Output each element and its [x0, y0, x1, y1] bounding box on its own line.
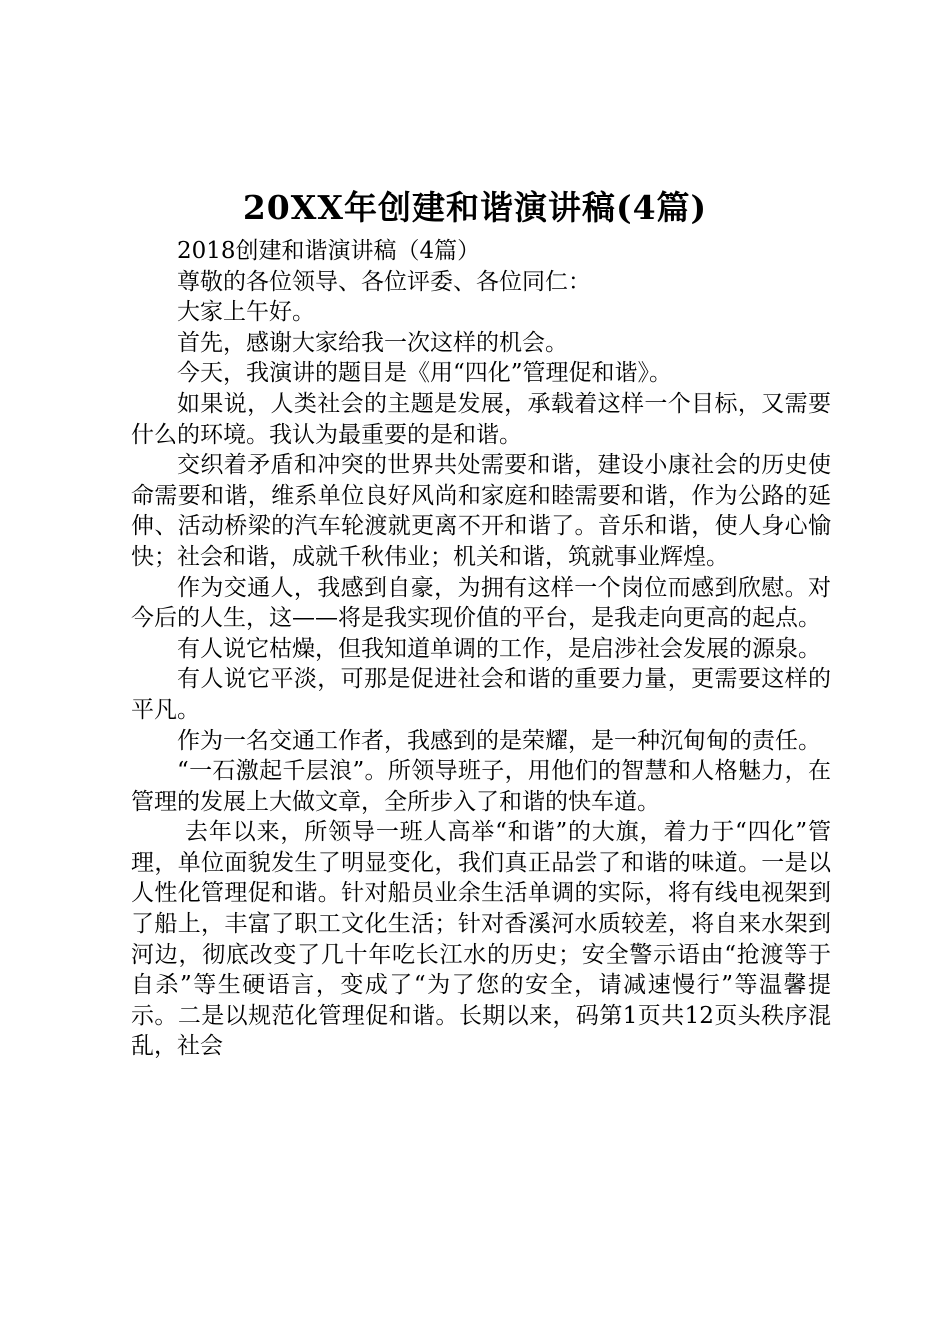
paragraph: 首先，感谢大家给我一次这样的机会。 — [177, 329, 568, 356]
paragraph: 有人说它枯燥，但我知道单调的工作，是启涉社会发展的源泉。 — [177, 635, 821, 662]
paragraph: 交织着矛盾和冲突的世界共处需要和谐，建设小康社会的历史使命需要和谐，维系单位良好风尚和家庭和睦需要和谐，作为公路的延伸、活动桥梁的汽车轮渡就更离不开和谐了。音乐和谐，使人身心愉快；社会和谐，成就千秋伟业；机关和谐，筑就事业辉煌。 — [131, 452, 831, 570]
paragraph: “一石激起千层浪”。所领导班子，用他们的智慧和人格魅力，在管理的发展上大做文章，全所步入了和谐的快车道。 — [131, 758, 831, 815]
paragraph: 今天，我演讲的题目是《用“四化”管理促和谐》。 — [177, 360, 673, 387]
paragraph: 作为交通人，我感到自豪，为拥有这样一个岗位而感到欣慰。对今后的人生，这——将是我实现价值的平台，是我走向更高的起点。 — [131, 574, 831, 632]
paragraph: 大家上午好。 — [177, 299, 315, 326]
paragraph: 如果说，人类社会的主题是发展，承载着这样一个目标，又需要什么的环境。我认为最重要的是和谐。 — [131, 390, 831, 448]
paragraph: 2018创建和谐演讲稿（4篇） — [177, 238, 481, 264]
paragraph: 作为一名交通工作者，我感到的是荣耀，是一种沉甸甸的责任。 — [177, 727, 821, 754]
document-body — [131, 236, 831, 1062]
document-title: 20XX年创建和谐演讲稿(4篇) — [242, 188, 708, 227]
paragraph: 尊敬的各位领导、各位评委、各位同仁： — [177, 268, 591, 295]
paragraph: 有人说它平淡，可那是促进社会和谐的重要力量，更需要这样的平凡。 — [131, 666, 831, 723]
paragraph: 去年以来，所领导一班人高举“和谐”的大旗，着力于“四化”管理，单位面貌发生了明显变化，我们真正品尝了和谐的味道。一是以人性化管理促和谐。针对船员业余生活单调的实际，将有线电视架到了船上，丰富了职工文化生活；针对香溪河水质较差，将自来水架到河边，彻底改变了几十年吃长江水的历史；安全警示语由“抢渡等于自杀”等生硬语言，变成了“为了您的安全，请减速慢行”等温馨提示。二是以规范化管理促和谐。长期以来，码第1页共12页头秩序混乱，社会 — [131, 819, 831, 1060]
